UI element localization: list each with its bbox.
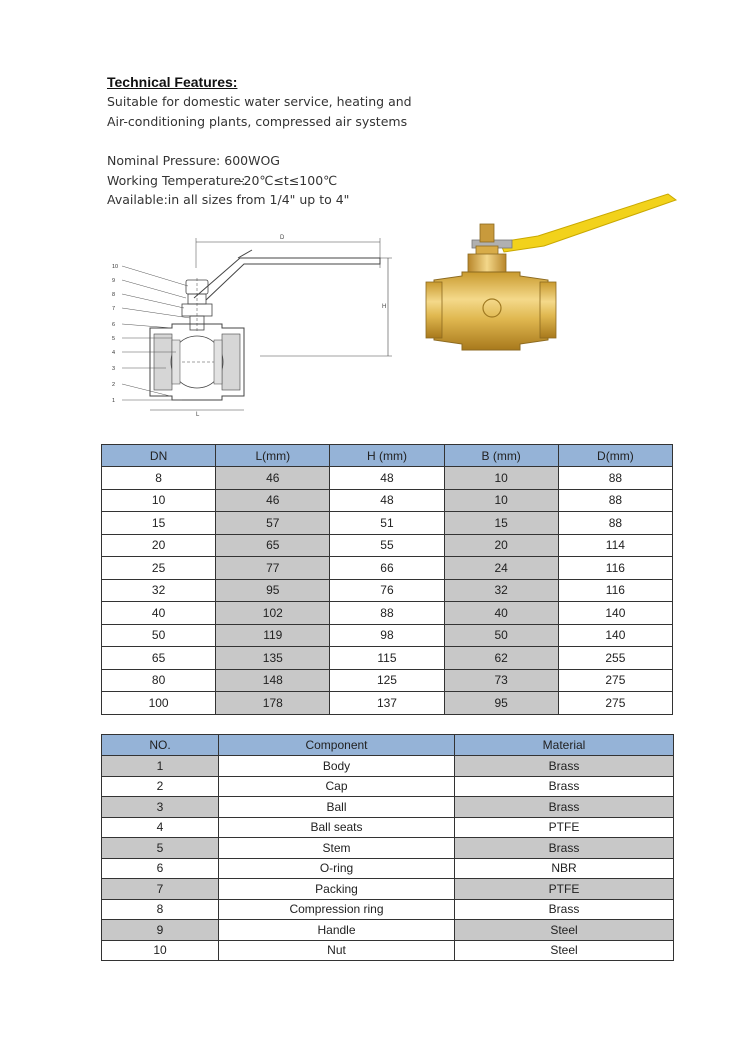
- callout-number: 4: [112, 350, 116, 356]
- table-row: [102, 557, 673, 580]
- callout-number: 7: [112, 306, 116, 312]
- table-cell: 20: [444, 534, 558, 557]
- table-cell: 66: [330, 557, 444, 580]
- table-cell: 10: [444, 467, 558, 490]
- working-temperature: [107, 171, 527, 191]
- table-row: [102, 512, 673, 535]
- table-cell: 15: [444, 512, 558, 535]
- dim-l-label: L: [196, 412, 200, 418]
- callout-number: 9: [112, 278, 116, 284]
- table-cell: 9: [102, 920, 219, 941]
- table-cell: 102: [216, 602, 330, 625]
- table-cell: Cap: [219, 776, 455, 797]
- table-cell: 100: [102, 692, 216, 715]
- available-sizes: Available:in all sizes from 1/4" up to 4": [107, 192, 350, 207]
- table-cell: 32: [444, 579, 558, 602]
- table-cell: 24: [444, 557, 558, 580]
- header-material: Material: [455, 735, 674, 756]
- callout-number: 6: [112, 322, 116, 328]
- table-cell: 1: [102, 756, 219, 777]
- table-cell: O-ring: [219, 858, 455, 879]
- table-cell: 119: [216, 624, 330, 647]
- table-cell: 178: [216, 692, 330, 715]
- table-cell: Steel: [455, 920, 674, 941]
- table-cell: 140: [558, 624, 672, 647]
- table-cell: 95: [444, 692, 558, 715]
- table-cell: Steel: [455, 940, 674, 961]
- table-cell: 125: [330, 669, 444, 692]
- table-cell: 95: [216, 579, 330, 602]
- table-row: [102, 602, 673, 625]
- table-cell: 114: [558, 534, 672, 557]
- table-cell: Packing: [219, 879, 455, 900]
- suitable-line-2: Air-conditioning plants, compressed air systems: [107, 113, 408, 129]
- table-cell: 8: [102, 899, 219, 920]
- table-cell: Brass: [455, 797, 674, 818]
- table-cell: Nut: [219, 940, 455, 961]
- table-row: [102, 756, 674, 777]
- table-row: [102, 776, 674, 797]
- table-cell: 148: [216, 669, 330, 692]
- table-cell: 77: [216, 557, 330, 580]
- table-cell: 73: [444, 669, 558, 692]
- table-cell: Ball: [219, 797, 455, 818]
- table-row: [102, 692, 673, 715]
- header-no: NO.: [102, 735, 219, 756]
- table-row: [102, 817, 674, 838]
- table-cell: Brass: [455, 899, 674, 920]
- table-row: [102, 920, 674, 941]
- header-component: Component: [219, 735, 455, 756]
- table-cell: 5: [102, 838, 219, 859]
- table-cell: 88: [330, 602, 444, 625]
- callout-number: 3: [112, 366, 116, 372]
- table-cell: 116: [558, 579, 672, 602]
- table-cell: 98: [330, 624, 444, 647]
- table-cell: 40: [444, 602, 558, 625]
- working-temperature-label: Working Temperature:: [107, 172, 246, 188]
- dim-h-label: H: [382, 304, 387, 310]
- table-cell: 115: [330, 647, 444, 670]
- callout-number: 2: [112, 382, 116, 388]
- table-cell: 88: [558, 489, 672, 512]
- handle-shape: [500, 194, 676, 252]
- callout-number: 1: [112, 398, 116, 404]
- table-cell: 88: [558, 512, 672, 535]
- table-cell: 48: [330, 489, 444, 512]
- callout-number: 10: [112, 264, 119, 270]
- dim-d-label: D: [280, 235, 285, 241]
- table-cell: 275: [558, 669, 672, 692]
- table-row: [102, 624, 673, 647]
- header-l: L(mm): [216, 445, 330, 467]
- header-b: B (mm): [444, 445, 558, 467]
- nominal-pressure: Nominal Pressure: 600WOG: [107, 153, 280, 168]
- table-cell: Brass: [455, 838, 674, 859]
- table-cell: 88: [558, 467, 672, 490]
- table-cell: 137: [330, 692, 444, 715]
- table-cell: 51: [330, 512, 444, 535]
- table-cell: 62: [444, 647, 558, 670]
- table-cell: 6: [102, 858, 219, 879]
- header-d: D(mm): [558, 445, 672, 467]
- ball-valve-photo: [420, 190, 690, 370]
- table-cell: 135: [216, 647, 330, 670]
- table-cell: 25: [102, 557, 216, 580]
- table-row: [102, 838, 674, 859]
- table-row: [102, 647, 673, 670]
- dimensions-table: [101, 444, 673, 715]
- table-cell: 10: [102, 489, 216, 512]
- table-cell: 20: [102, 534, 216, 557]
- table-cell: 116: [558, 557, 672, 580]
- table-cell: 275: [558, 692, 672, 715]
- valve-section-diagram: [110, 228, 400, 418]
- table-cell: 10: [444, 489, 558, 512]
- table-cell: Ball seats: [219, 817, 455, 838]
- table-cell: 65: [102, 647, 216, 670]
- table-cell: 80: [102, 669, 216, 692]
- table-cell: Handle: [219, 920, 455, 941]
- table-cell: Body: [219, 756, 455, 777]
- table-cell: 55: [330, 534, 444, 557]
- callout-number: 5: [112, 336, 116, 342]
- table-cell: 50: [444, 624, 558, 647]
- table-cell: PTFE: [455, 879, 674, 900]
- table-cell: Brass: [455, 776, 674, 797]
- table-row: [102, 940, 674, 961]
- table-row: [102, 579, 673, 602]
- table-row: [102, 669, 673, 692]
- header-dn: DN: [102, 445, 216, 467]
- table-cell: 140: [558, 602, 672, 625]
- table-cell: Brass: [455, 756, 674, 777]
- table-cell: 7: [102, 879, 219, 900]
- table-cell: 50: [102, 624, 216, 647]
- table-row: [102, 858, 674, 879]
- table-cell: 40: [102, 602, 216, 625]
- table-cell: 32: [102, 579, 216, 602]
- table-cell: 10: [102, 940, 219, 961]
- table-cell: 3: [102, 797, 219, 818]
- table-cell: 48: [330, 467, 444, 490]
- suitable-line-1: Suitable for domestic water service, heating and: [107, 94, 412, 109]
- parts-table: [101, 734, 674, 961]
- table-row: [102, 899, 674, 920]
- features-heading: Technical Features:: [107, 74, 238, 90]
- table-row: [102, 797, 674, 818]
- table-cell: 57: [216, 512, 330, 535]
- table-cell: PTFE: [455, 817, 674, 838]
- table-row: [102, 879, 674, 900]
- header-h: H (mm): [330, 445, 444, 467]
- table-row: [102, 534, 673, 557]
- table-row: [102, 467, 673, 490]
- table-cell: 8: [102, 467, 216, 490]
- table-cell: 46: [216, 467, 330, 490]
- working-temperature-value: -20℃≤t≤100℃: [239, 172, 338, 188]
- table-cell: 2: [102, 776, 219, 797]
- table-cell: 46: [216, 489, 330, 512]
- table-cell: 255: [558, 647, 672, 670]
- table-cell: 15: [102, 512, 216, 535]
- dimensions-header-row: [102, 445, 673, 467]
- table-cell: 76: [330, 579, 444, 602]
- parts-header-row: [102, 735, 674, 756]
- callout-number: 8: [112, 292, 116, 298]
- table-cell: Stem: [219, 838, 455, 859]
- table-cell: 65: [216, 534, 330, 557]
- table-cell: 4: [102, 817, 219, 838]
- table-cell: Compression ring: [219, 899, 455, 920]
- table-row: [102, 489, 673, 512]
- table-cell: NBR: [455, 858, 674, 879]
